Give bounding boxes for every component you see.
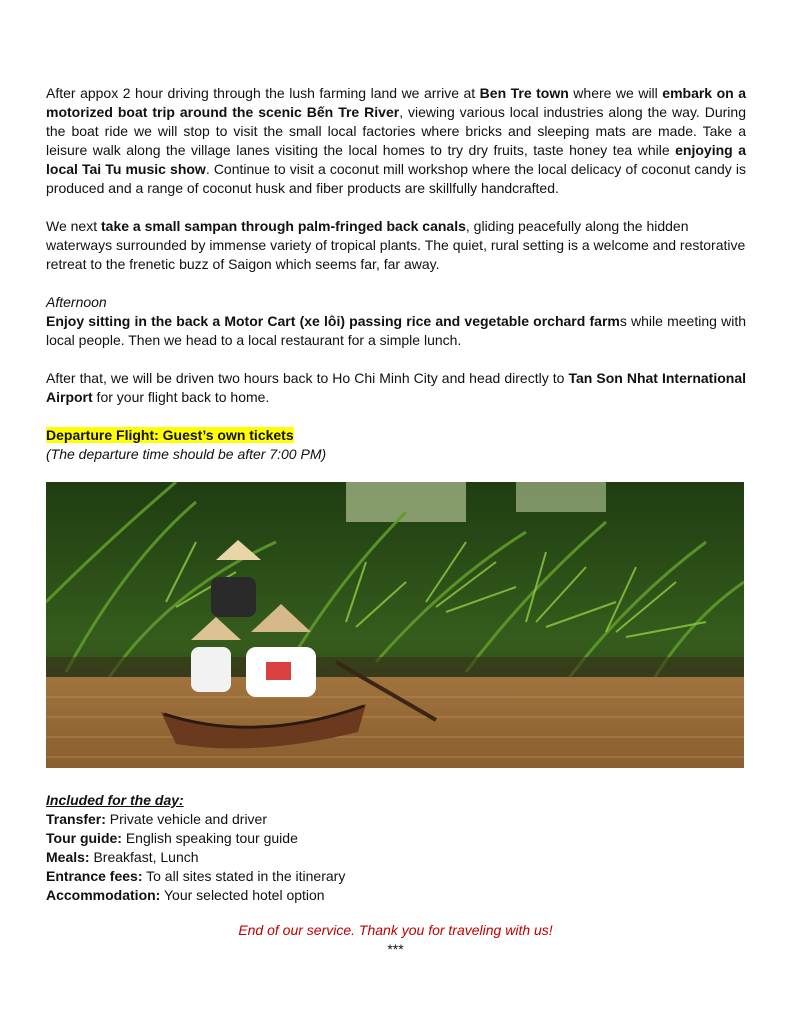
- included-section: [46, 791, 746, 905]
- text-run: After that, we will be driven two hours back to Ho Chi Minh City and head directly to: [46, 370, 569, 386]
- departure-highlight: Departure Flight: Guest’s own tickets: [46, 427, 294, 443]
- afternoon-paragraph: [46, 312, 746, 350]
- included-item-meals: [46, 848, 746, 867]
- ben-tre-paragraph: [46, 84, 746, 198]
- text-run: s while meeting with local people. Then we head to a local restaurant for a simple lunch.: [46, 313, 746, 348]
- item-label: Entrance fees:: [46, 868, 143, 884]
- text-run: We next: [46, 218, 101, 234]
- airport-paragraph: [46, 369, 746, 407]
- item-value: To all sites stated in the itinerary: [142, 868, 346, 884]
- item-label: Accommodation:: [46, 887, 161, 903]
- text-run: where we will: [568, 85, 663, 101]
- text-run: After appox 2 hour driving through the lush farming land we arrive at: [46, 85, 480, 101]
- included-item-entrance-fees: [46, 867, 746, 886]
- closing-section: [0, 921, 791, 959]
- item-label: Tour guide:: [46, 830, 122, 846]
- included-item-tour-guide: [46, 829, 746, 848]
- text-run: , gliding peacefully along the hidden waterways surrounded by immense variety of tropical plants. The quiet, rural setting is a welcome and restorative retreat to the frenetic buzz of Saigon which seems far, far away.: [46, 218, 746, 272]
- bold-run-airport: Tan Son Nhat International Airport: [46, 370, 746, 405]
- departure-heading: [46, 426, 746, 445]
- item-value: Breakfast, Lunch: [89, 849, 199, 865]
- item-label: Transfer:: [46, 811, 106, 827]
- closing-stars: ***: [387, 941, 404, 957]
- text-run: . Continue to visit a coconut mill workshop where the local delicacy of coconut candy is produced and a range of coconut husk and fiber products are skillfully handcrafted.: [46, 161, 746, 196]
- item-value: English speaking tour guide: [121, 830, 298, 846]
- item-value: Your selected hotel option: [160, 887, 325, 903]
- mekong-boat-photo: [46, 482, 744, 768]
- bold-run-sampan: take a small sampan through palm-fringed back canals: [101, 218, 466, 234]
- item-value: Private vehicle and driver: [105, 811, 267, 827]
- item-label: Meals:: [46, 849, 90, 865]
- included-item-transfer: [46, 810, 746, 829]
- included-heading: Included for the day:: [46, 792, 184, 808]
- closing-thanks: End of our service. Thank you for traveling with us!: [238, 922, 553, 938]
- bold-run-ben-tre-town: Ben Tre town: [479, 85, 569, 101]
- boat-photo-illustration: [46, 482, 744, 768]
- text-run: , viewing various local industries along the way. During the boat ride we will stop to visit the small local factories where bricks and sleeping mats are made. Take a leisure walk along the village lanes visiting the local homes to try dry fruits, taste honey tea while: [46, 104, 746, 158]
- itinerary-text: [46, 84, 746, 464]
- bold-run-boat-trip: embark on a motorized boat trip around the scenic Bến Tre River: [46, 85, 746, 120]
- departure-note: (The departure time should be after 7:00 PM): [46, 446, 327, 462]
- sampan-paragraph: [46, 217, 746, 274]
- included-item-accommodation: [46, 886, 746, 905]
- bold-run-music-show: enjoying a local Tai Tu music show: [46, 142, 746, 177]
- afternoon-heading: Afternoon: [46, 294, 107, 310]
- text-run: for your flight back to home.: [92, 389, 270, 405]
- bold-run-motor-cart: Enjoy sitting in the back a Motor Cart (xe lôi) passing rice and vegetable orchard farm: [46, 313, 620, 329]
